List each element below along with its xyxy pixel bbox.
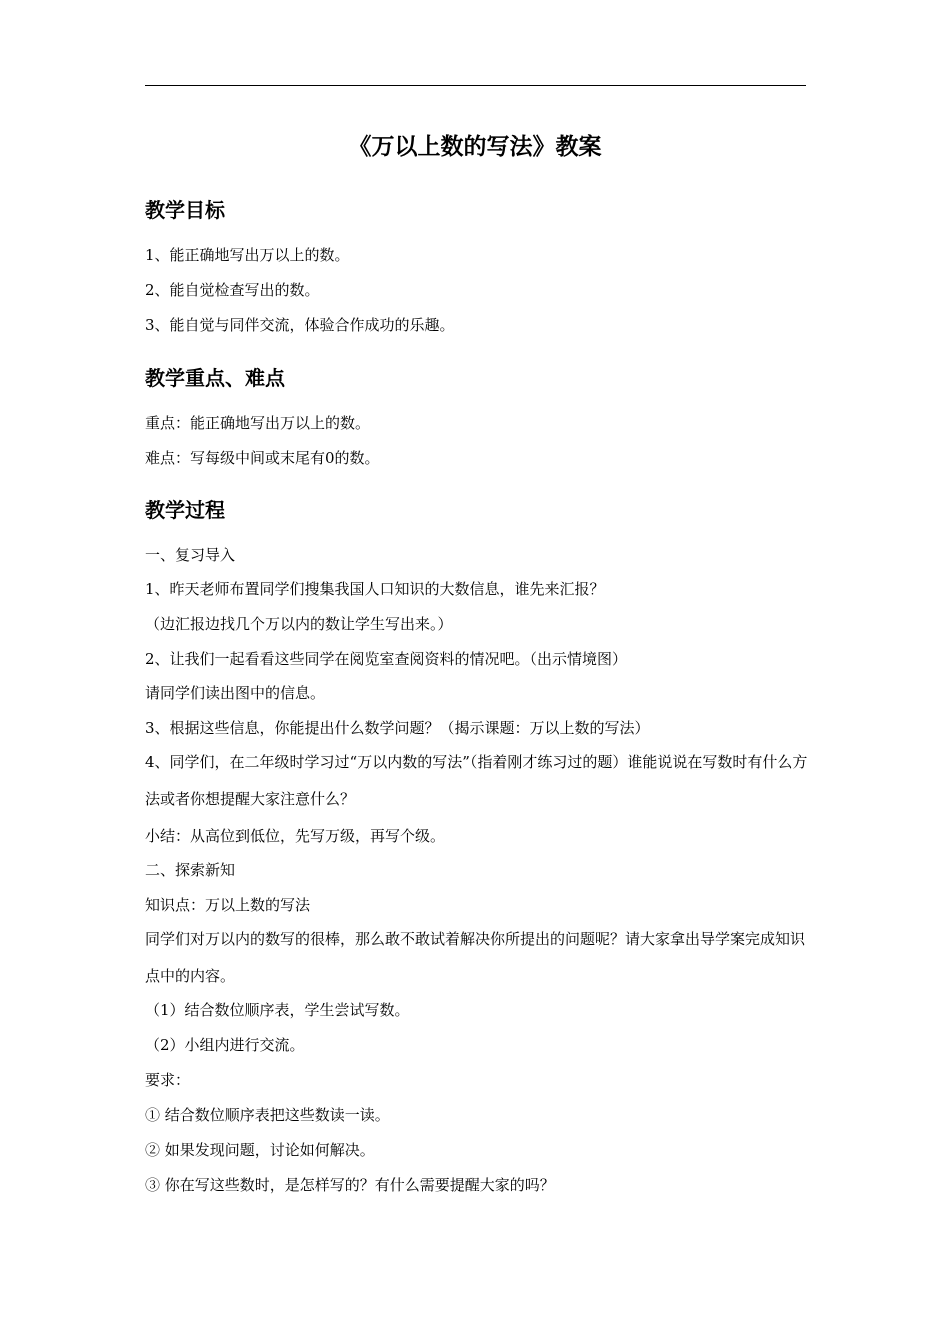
heading-key-points: 教学重点、难点 xyxy=(145,366,285,390)
process-line: ② 如果发现问题，讨论如何解决。 xyxy=(145,1141,375,1159)
process-line: ③ 你在写这些数时，是怎样写的？有什么需要提醒大家的吗？ xyxy=(145,1176,555,1194)
document-title: 《万以上数的写法》教案 xyxy=(348,133,602,160)
difficult-point: 难点：写每级中间或末尾有0的数。 xyxy=(145,449,380,467)
process-line: （2）小组内进行交流。 xyxy=(145,1036,305,1054)
process-line: 请同学们读出图中的信息。 xyxy=(145,684,326,702)
heading-objectives: 教学目标 xyxy=(145,198,225,222)
objective-1: 1、能正确地写出万以上的数。 xyxy=(145,246,350,264)
process-line: 小结：从高位到低位，先写万级，再写个级。 xyxy=(145,827,446,845)
process-line: 知识点：万以上数的写法 xyxy=(145,896,311,914)
process-paragraph: 4、同学们，在二年级时学习过“万以内数的写法”（指着刚才练习过的题）谁能说说在写数时有什么方法或者你想提醒大家注意什么？ xyxy=(145,753,808,808)
process-line: ① 结合数位顺序表把这些数读一读。 xyxy=(145,1106,390,1124)
process-paragraph: 同学们对万以内的数写的很棒，那么敢不敢试着解决你所提出的问题呢？请大家拿出导学案完成知识点中的内容。 xyxy=(145,930,806,985)
process-line: 一、复习导入 xyxy=(145,546,236,564)
process-line: 1、昨天老师布置同学们搜集我国人口知识的大数信息，谁先来汇报？ xyxy=(145,580,605,598)
objective-3: 3、能自觉与同伴交流，体验合作成功的乐趣。 xyxy=(145,316,455,334)
process-line: 2、让我们一起看看这些同学在阅览室查阅资料的情况吧。（出示情境图） xyxy=(145,650,628,668)
process-line: （边汇报边找几个万以内的数让学生写出来。） xyxy=(145,615,453,633)
process-line: 3、根据这些信息，你能提出什么数学问题？（揭示课题：万以上数的写法） xyxy=(145,719,650,737)
process-line: （1）结合数位顺序表，学生尝试写数。 xyxy=(145,1001,410,1019)
process-line: 要求： xyxy=(145,1071,191,1089)
header-rule xyxy=(145,85,806,86)
objective-2: 2、能自觉检查写出的数。 xyxy=(145,281,320,299)
heading-process: 教学过程 xyxy=(145,498,225,522)
key-point: 重点：能正确地写出万以上的数。 xyxy=(145,414,371,432)
process-line: 二、探索新知 xyxy=(145,861,236,879)
